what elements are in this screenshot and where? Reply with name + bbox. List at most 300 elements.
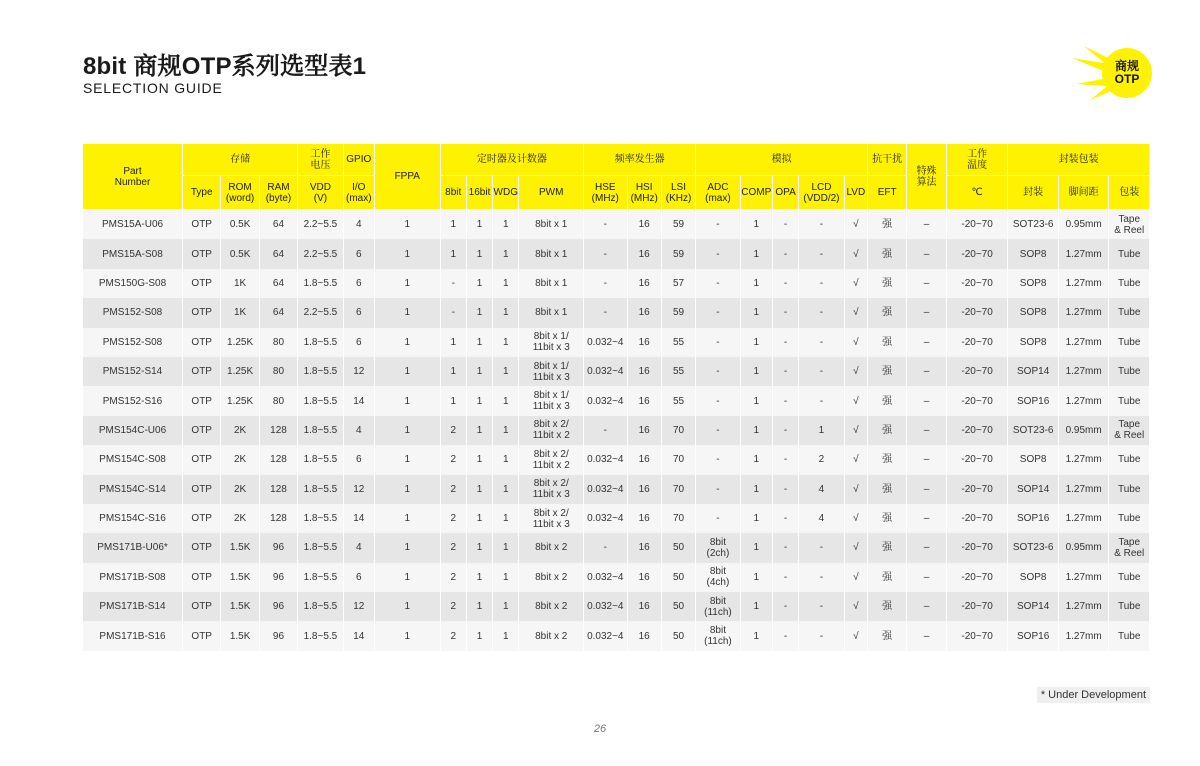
table-cell: 8bit x 2/ 11bit x 3 [519,504,584,533]
table-cell: 1 [374,533,440,562]
table-cell: SOP16 [1008,386,1059,415]
table-cell: 1.5K [221,533,259,562]
table-cell: OTP [183,504,221,533]
table-cell: OTP [183,445,221,474]
table-cell: 57 [661,269,695,298]
table-cell: 50 [661,592,695,621]
table-cell: -20~70 [946,592,1008,621]
table-cell: 1 [466,504,492,533]
col-fppa: FPPA [374,144,440,210]
table-cell: 16 [627,592,661,621]
group-timer: 定时器及计数器 [440,144,583,176]
table-cell: OTP [183,298,221,327]
col-lsi: LSI (KHz) [661,176,695,210]
table-row [83,592,1150,621]
table-cell: 1.8~5.5 [298,416,343,445]
table-cell: – [907,210,946,240]
table-cell: 强 [867,475,906,504]
table-cell: 1 [740,621,772,650]
table-cell: 1 [466,533,492,562]
table-cell: - [772,621,798,650]
badge-label-line1: 商规 [1114,59,1139,73]
col-temp-unit: ℃ [946,176,1008,210]
col-eft: EFT [867,176,906,210]
table-cell: √ [844,445,867,474]
table-cell: 1.5K [221,563,259,592]
table-cell: 96 [259,621,297,650]
table-cell: 2 [440,445,466,474]
table-cell: 64 [259,210,297,240]
table-cell: 1 [493,357,519,386]
table-cell: - [799,563,844,592]
table-row [83,328,1150,357]
table-cell: √ [844,592,867,621]
table-cell: – [907,416,946,445]
table-cell: – [907,298,946,327]
table-cell: √ [844,298,867,327]
col-lvd: LVD [844,176,867,210]
table-row [83,504,1150,533]
table-cell: √ [844,328,867,357]
table-cell: 1 [740,416,772,445]
table-cell: 1.27mm [1058,357,1109,386]
group-analog: 模拟 [696,144,868,176]
table-cell: 4 [343,533,374,562]
table-cell: 64 [259,269,297,298]
table-cell: - [799,298,844,327]
table-cell: - [584,298,627,327]
table-cell: – [907,269,946,298]
table-cell: 128 [259,416,297,445]
table-cell: 1.27mm [1058,504,1109,533]
table-cell: 2K [221,475,259,504]
table-cell: Tube [1109,592,1150,621]
table-cell: 8bit (11ch) [696,621,740,650]
table-cell: - [772,269,798,298]
table-cell: SOP8 [1008,328,1059,357]
table-cell: – [907,475,946,504]
table-cell: -20~70 [946,475,1008,504]
table-cell: - [799,357,844,386]
table-cell: OTP [183,592,221,621]
table-cell: 强 [867,416,906,445]
col-ram: RAM (byte) [259,176,297,210]
table-row [83,210,1150,240]
table-cell: 0.032~4 [584,445,627,474]
table-cell: 1 [466,475,492,504]
col-opa: OPA [772,176,798,210]
table-cell: OTP [183,269,221,298]
table-cell: 16 [627,445,661,474]
table-cell: 1 [374,504,440,533]
table-cell: Tube [1109,386,1150,415]
table-cell: 1.25K [221,328,259,357]
table-cell: 128 [259,445,297,474]
table-cell: 1 [466,239,492,268]
table-cell: 强 [867,298,906,327]
otp-badge [1070,44,1152,102]
table-cell: 16 [627,210,661,240]
table-cell: 1.25K [221,357,259,386]
table-cell: 1K [221,269,259,298]
part-number-cell: PMS154C-S14 [83,475,183,504]
table-cell: 1 [740,475,772,504]
table-cell: -20~70 [946,533,1008,562]
table-cell: √ [844,239,867,268]
table-cell: 1 [466,328,492,357]
table-cell: - [696,298,740,327]
table-cell: 1 [493,592,519,621]
table-cell: 16 [627,563,661,592]
table-cell: 1 [466,563,492,592]
table-row [83,298,1150,327]
table-cell: OTP [183,621,221,650]
table-cell: 4 [799,475,844,504]
table-cell: 1 [740,386,772,415]
table-cell: Tube [1109,269,1150,298]
table-cell: 1.25K [221,386,259,415]
col-comp: COMP [740,176,772,210]
table-cell: – [907,357,946,386]
table-cell: 50 [661,563,695,592]
table-cell: - [696,357,740,386]
table-cell: - [584,210,627,240]
table-cell: 1 [493,239,519,268]
part-number-cell: PMS171B-S16 [83,621,183,650]
table-cell: 0.032~4 [584,563,627,592]
part-number-cell: PMS171B-S14 [83,592,183,621]
table-cell: 6 [343,269,374,298]
table-cell: SOP8 [1008,269,1059,298]
col-hse: HSE (MHz) [584,176,627,210]
table-cell: 70 [661,504,695,533]
table-cell: 1 [493,210,519,240]
table-cell: 8bit x 2/ 11bit x 3 [519,475,584,504]
table-cell: 8bit x 1 [519,298,584,327]
table-cell: 50 [661,621,695,650]
table-cell: 强 [867,328,906,357]
table-cell: SOP8 [1008,445,1059,474]
col-timer-8bit: 8bit [440,176,466,210]
table-cell: OTP [183,328,221,357]
table-cell: 1.8~5.5 [298,533,343,562]
col-wdg: WDG [493,176,519,210]
table-cell: SOT23-6 [1008,210,1059,240]
table-cell: 2.2~5.5 [298,298,343,327]
table-cell: OTP [183,357,221,386]
table-cell: 0.032~4 [584,386,627,415]
table-cell: 8bit x 1/ 11bit x 3 [519,357,584,386]
table-body [83,210,1150,651]
table-cell: OTP [183,533,221,562]
table-cell: 1 [493,563,519,592]
col-vdd: VDD (V) [298,176,343,210]
group-voltage: 工作 电压 [298,144,343,176]
table-cell: 8bit x 2 [519,533,584,562]
table-cell: 0.5K [221,239,259,268]
table-cell: Tape & Reel [1109,533,1150,562]
table-cell: - [696,328,740,357]
table-cell: - [772,298,798,327]
table-cell: 1 [440,239,466,268]
page-number: 26 [593,723,607,735]
table-cell: 1 [799,416,844,445]
table-cell: 4 [343,416,374,445]
table-cell: 1 [466,298,492,327]
table-cell: 12 [343,475,374,504]
page-subtitle: SELECTION GUIDE [83,80,223,96]
table-cell: 50 [661,533,695,562]
table-row [83,386,1150,415]
col-package: 封装 [1008,176,1059,210]
table-cell: 1 [374,269,440,298]
table-cell: – [907,386,946,415]
table-cell: - [799,621,844,650]
table-cell: 16 [627,269,661,298]
part-number-cell: PMS15A-S08 [83,239,183,268]
table-cell: √ [844,563,867,592]
table-row [83,621,1150,650]
footnote: * Under Development [1037,687,1150,703]
table-cell: 2 [440,475,466,504]
table-cell: 1K [221,298,259,327]
table-cell: OTP [183,563,221,592]
table-cell: 1.8~5.5 [298,445,343,474]
table-cell: - [772,475,798,504]
col-part-number: Part Number [83,144,183,210]
table-cell: 1.27mm [1058,269,1109,298]
table-cell: - [584,416,627,445]
table-cell: OTP [183,210,221,240]
table-cell: - [696,239,740,268]
table-cell: 1.8~5.5 [298,563,343,592]
table-cell: - [772,386,798,415]
table-cell: -20~70 [946,416,1008,445]
table-cell: SOP8 [1008,563,1059,592]
table-cell: SOP8 [1008,239,1059,268]
table-cell: 1 [466,210,492,240]
table-cell: - [772,592,798,621]
table-cell: 8bit x 1 [519,239,584,268]
table-cell: 2 [440,621,466,650]
table-cell: 70 [661,445,695,474]
table-cell: SOP14 [1008,475,1059,504]
table-cell: 128 [259,504,297,533]
table-cell: 1 [374,592,440,621]
part-number-cell: PMS152-S08 [83,328,183,357]
table-cell: - [799,269,844,298]
table-cell: Tube [1109,563,1150,592]
table-cell: 1 [374,386,440,415]
table-cell: - [799,533,844,562]
table-cell: 1 [740,533,772,562]
table-cell: 80 [259,328,297,357]
table-cell: 1 [466,445,492,474]
table-cell: 16 [627,328,661,357]
table-cell: - [772,445,798,474]
table-cell: 1 [740,357,772,386]
table-cell: - [440,298,466,327]
table-cell: 1 [374,357,440,386]
table-cell: 2 [440,416,466,445]
table-cell: 1.27mm [1058,592,1109,621]
table-cell: – [907,533,946,562]
table-cell: 强 [867,445,906,474]
table-cell: 1 [493,475,519,504]
table-cell: 2 [440,533,466,562]
table-cell: 1 [740,298,772,327]
table-cell: 1 [374,328,440,357]
col-rom: ROM (word) [221,176,259,210]
table-cell: 80 [259,357,297,386]
table-cell: 强 [867,269,906,298]
table-cell: 0.032~4 [584,621,627,650]
table-cell: 6 [343,298,374,327]
col-pitch: 脚间距 [1058,176,1109,210]
col-timer-16bit: 16bit [466,176,492,210]
part-number-cell: PMS154C-S16 [83,504,183,533]
table-cell: √ [844,533,867,562]
table-cell: 8bit x 1 [519,210,584,240]
table-cell: 1 [740,592,772,621]
table-cell: - [696,210,740,240]
table-cell: 4 [343,210,374,240]
table-cell: 1 [466,416,492,445]
table-cell: Tube [1109,357,1150,386]
table-cell: 1.8~5.5 [298,592,343,621]
col-hsi: HSI (MHz) [627,176,661,210]
table-cell: Tape & Reel [1109,416,1150,445]
table-cell: 6 [343,563,374,592]
table-cell: 强 [867,621,906,650]
table-cell: Tape & Reel [1109,210,1150,240]
table-cell: 1 [440,386,466,415]
table-cell: Tube [1109,445,1150,474]
table-cell: 1 [374,563,440,592]
table-cell: 1.8~5.5 [298,621,343,650]
table-cell: - [696,386,740,415]
table-cell: 强 [867,210,906,240]
table-cell: 0.032~4 [584,475,627,504]
table-cell: 强 [867,592,906,621]
table-cell: 1 [493,386,519,415]
col-lcd: LCD (VDD/2) [799,176,844,210]
table-cell: 4 [799,504,844,533]
table-cell: √ [844,357,867,386]
table-cell: 1.5K [221,592,259,621]
table-cell: √ [844,269,867,298]
table-cell: 强 [867,563,906,592]
table-cell: 1 [374,445,440,474]
table-row [83,239,1150,268]
table-cell: 1.27mm [1058,475,1109,504]
table-cell: 1 [374,621,440,650]
table-cell: Tube [1109,504,1150,533]
table-cell: 0.95mm [1058,210,1109,240]
part-number-cell: PMS171B-S08 [83,563,183,592]
table-cell: – [907,504,946,533]
table-cell: 强 [867,357,906,386]
table-cell: 2 [440,592,466,621]
table-cell: 12 [343,357,374,386]
table-cell: 1.8~5.5 [298,328,343,357]
table-cell: 1 [493,298,519,327]
table-cell: √ [844,416,867,445]
table-cell: - [772,239,798,268]
table-cell: - [799,592,844,621]
table-cell: 2K [221,416,259,445]
table-cell: - [696,416,740,445]
table-cell: - [772,563,798,592]
table-cell: OTP [183,239,221,268]
table-cell: 1.8~5.5 [298,357,343,386]
table-cell: 2 [440,563,466,592]
table-cell: 14 [343,621,374,650]
group-temperature: 工作 温度 [946,144,1008,176]
table-cell: √ [844,621,867,650]
table-cell: 2 [440,504,466,533]
table-cell: - [584,269,627,298]
table-cell: 2K [221,504,259,533]
table-cell: 强 [867,533,906,562]
table-cell: Tube [1109,328,1150,357]
table-cell: 64 [259,298,297,327]
table-cell: - [772,533,798,562]
table-cell: 1.5K [221,621,259,650]
table-cell: - [799,210,844,240]
table-cell: 6 [343,328,374,357]
table-cell: 1.27mm [1058,298,1109,327]
table-cell: 96 [259,592,297,621]
table-cell: 1.8~5.5 [298,475,343,504]
table-cell: 96 [259,563,297,592]
table-cell: -20~70 [946,504,1008,533]
table-cell: 0.032~4 [584,592,627,621]
table-cell: 55 [661,328,695,357]
table-cell: 0.95mm [1058,416,1109,445]
table-cell: 59 [661,210,695,240]
badge-label-line2: OTP [1114,72,1140,86]
table-cell: 2K [221,445,259,474]
table-cell: 8bit (4ch) [696,563,740,592]
col-pwm: PWM [519,176,584,210]
table-cell: 1 [374,416,440,445]
table-cell: OTP [183,386,221,415]
table-cell: 6 [343,239,374,268]
table-cell: 8bit (11ch) [696,592,740,621]
table-cell: OTP [183,416,221,445]
table-cell: 128 [259,475,297,504]
table-cell: 16 [627,357,661,386]
part-number-cell: PMS154C-S08 [83,445,183,474]
table-cell: SOP16 [1008,621,1059,650]
table-cell: 1 [740,445,772,474]
table-cell: - [584,239,627,268]
table-cell: 2.2~5.5 [298,239,343,268]
table-cell: -20~70 [946,621,1008,650]
table-cell: SOP14 [1008,357,1059,386]
table-cell: -20~70 [946,210,1008,240]
table-cell: 2 [799,445,844,474]
table-cell: 1 [374,239,440,268]
table-cell: 1 [740,210,772,240]
table-row [83,445,1150,474]
table-cell: 1 [374,210,440,240]
table-cell: 64 [259,239,297,268]
table-cell: 1 [440,328,466,357]
table-cell: - [440,269,466,298]
table-cell: 1 [740,563,772,592]
